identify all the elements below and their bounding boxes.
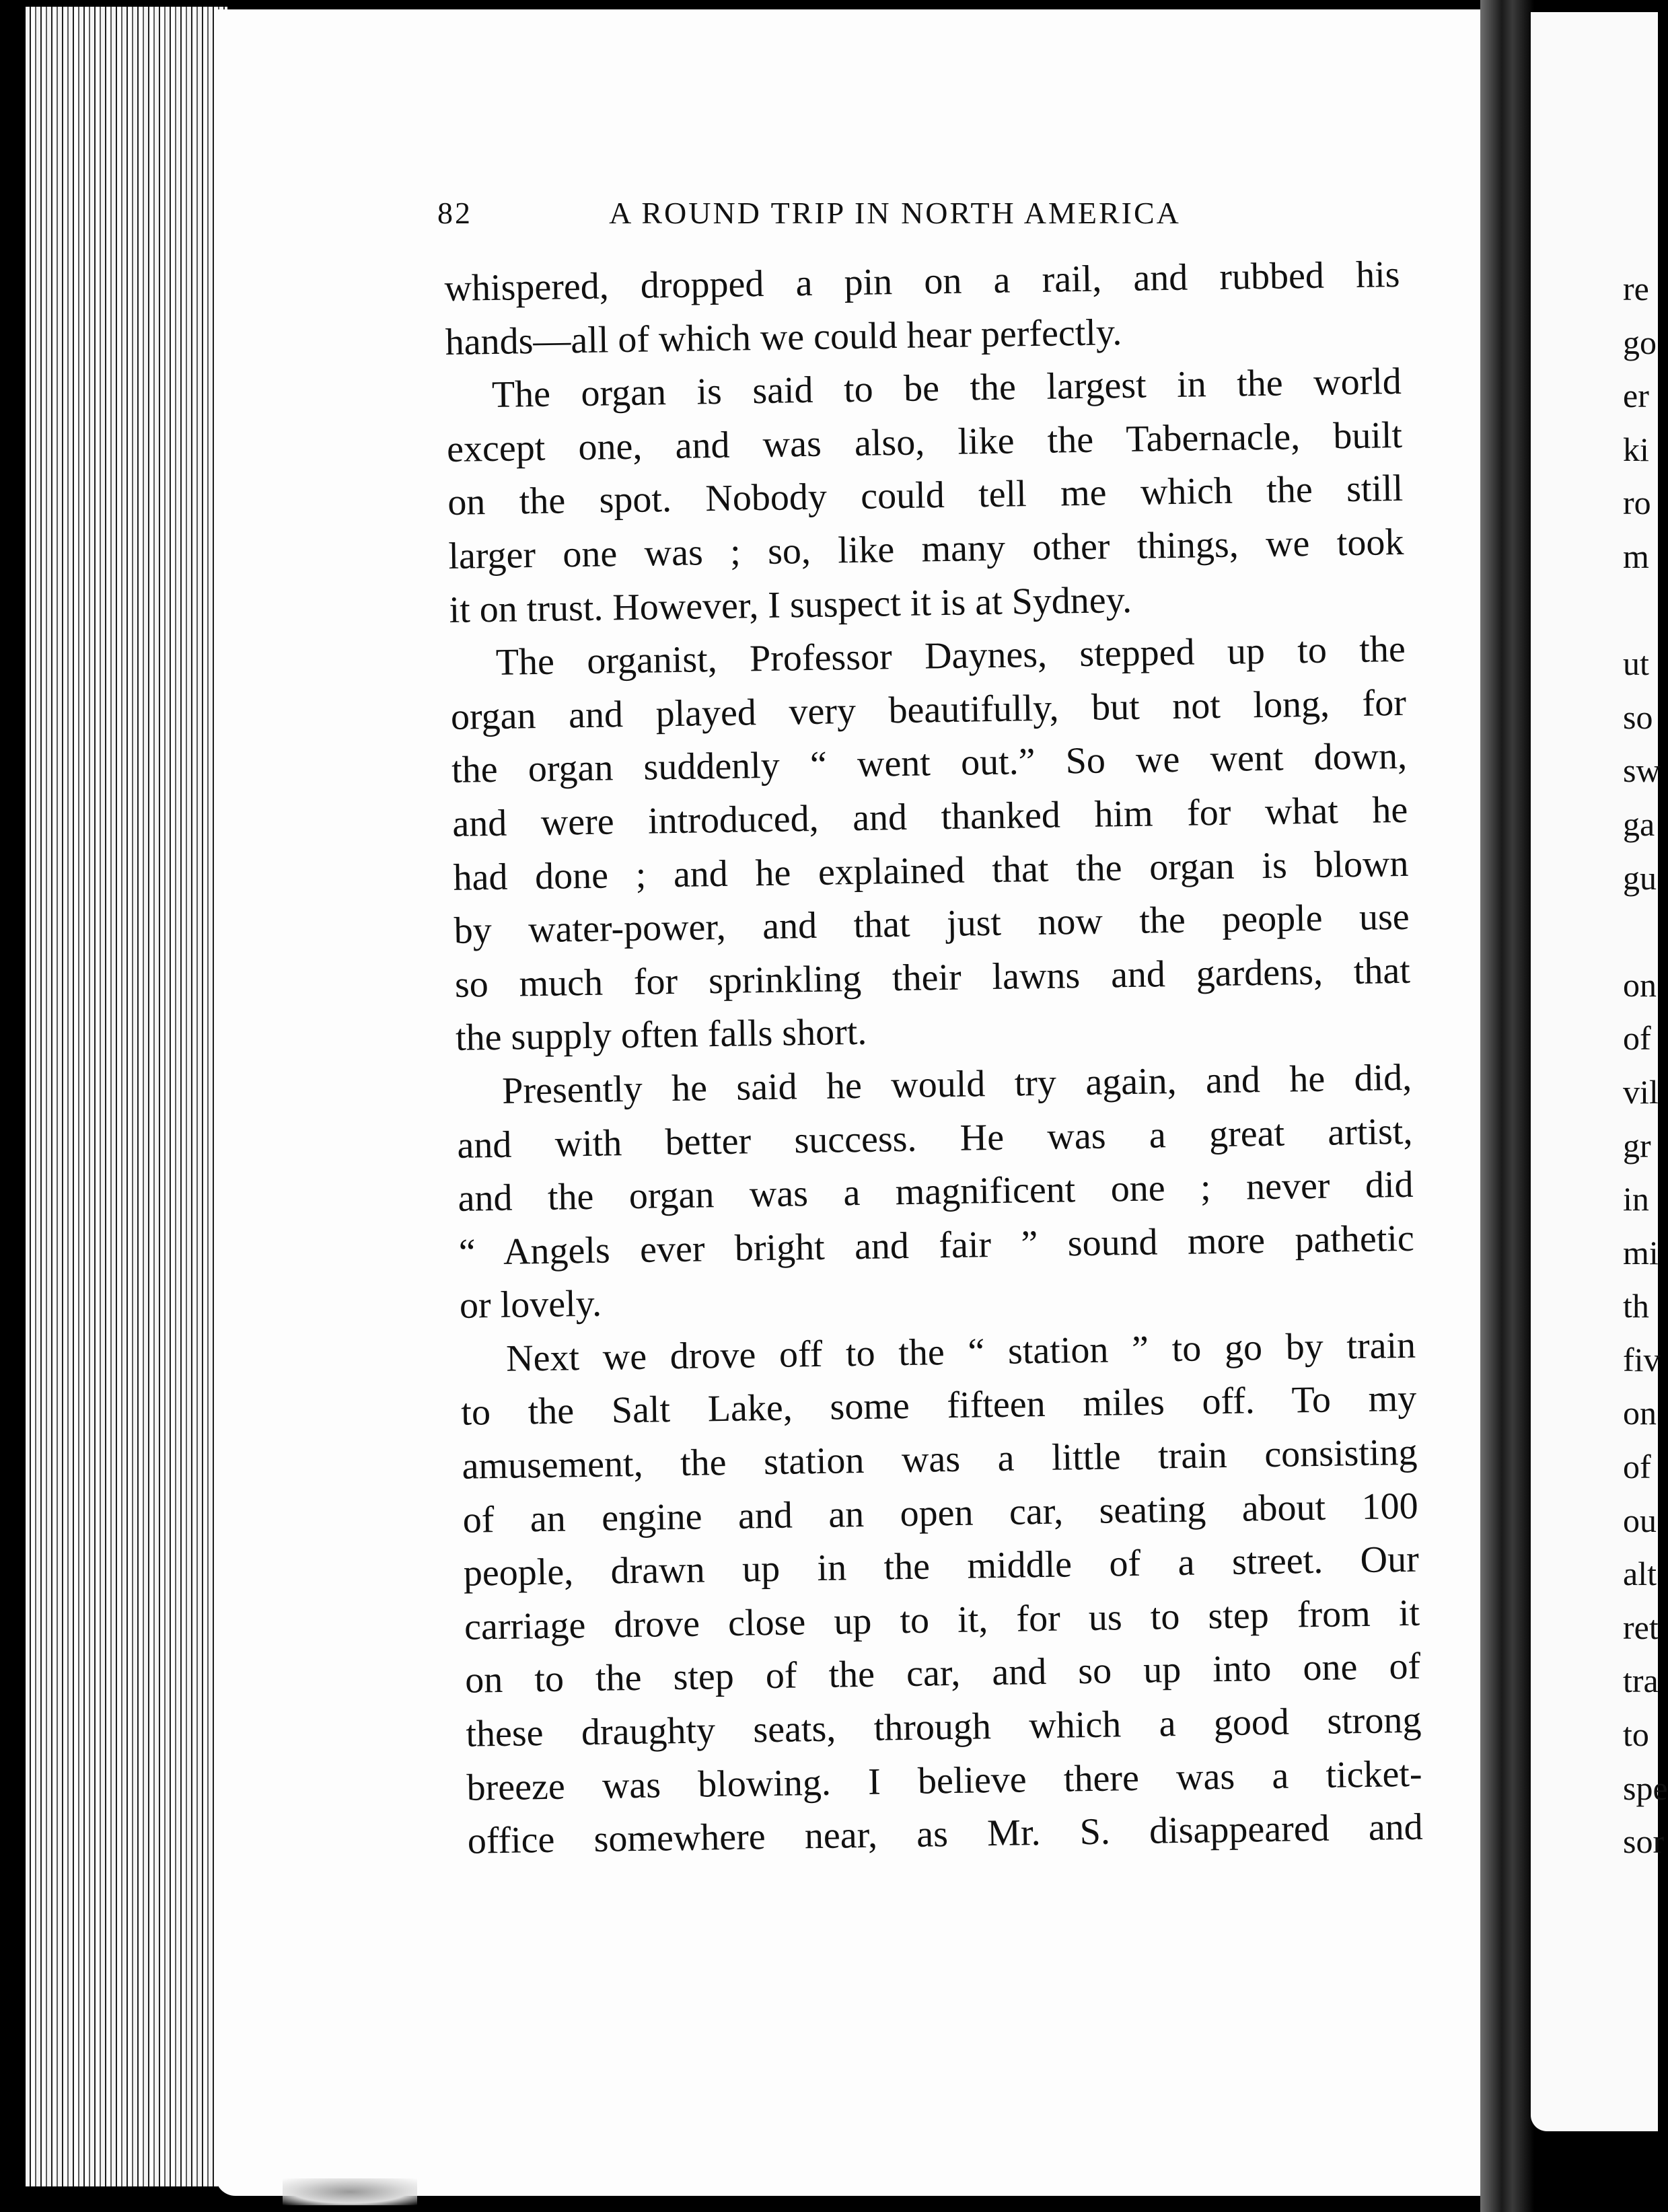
fragment-line: er (1623, 377, 1649, 415)
fragment-line (1623, 584, 1658, 638)
fragment-line: so (1623, 698, 1653, 736)
fragment-line (1623, 905, 1658, 959)
text-line: had done ; and he explained that the organ is blown (453, 842, 1409, 899)
fragment-line: mi (1623, 1233, 1659, 1271)
fragment-line: of (1623, 1019, 1651, 1058)
text-line: Next we drove off to the “ station ” to go by train (505, 1324, 1416, 1380)
fragment-line: ret (1623, 1608, 1659, 1646)
running-head (437, 195, 1272, 231)
text-line: larger one was ; so, like many other things, we took (448, 521, 1404, 577)
fragment-line: ro (1623, 484, 1651, 522)
fragment-line: gu (1623, 858, 1657, 897)
text-line: office somewhere near, as Mr. S. disappeared and (467, 1806, 1424, 1862)
text-line: The organist, Professor Daynes, stepped up to the (495, 628, 1406, 684)
fragment-line: gr (1623, 1126, 1651, 1165)
fragment-line: go (1623, 323, 1657, 361)
fragment-line: ga (1623, 805, 1655, 843)
text-line: the organ suddenly “ went out.” So we went down, (451, 735, 1408, 792)
next-page-fragments (1623, 262, 1668, 1869)
fragment-line: sw (1623, 751, 1661, 790)
text-line: hands—all of which we could hear perfectly. (445, 311, 1122, 363)
body-text (444, 248, 1423, 1869)
text-line: of an engine and an open car, seating about 100 (462, 1485, 1419, 1541)
text-line: The organ is said to be the largest in the world (491, 361, 1402, 416)
page-number: 82 (437, 196, 472, 230)
text-line: amusement, the station was a little train consisting (462, 1431, 1418, 1487)
fragment-line: alt (1623, 1555, 1657, 1593)
book-page-edges (26, 7, 227, 2186)
text-line: whispered, dropped a pin on a rail, and rubbed his (444, 253, 1400, 309)
text-line: to the Salt Lake, some fifteen miles off. To my (460, 1378, 1417, 1434)
text-line: people, drawn up in the middle of a street. Our (463, 1538, 1420, 1595)
fragment-line: in (1623, 1180, 1649, 1218)
fragment-line: to (1623, 1716, 1649, 1754)
fragment-line: fiv (1623, 1340, 1661, 1378)
fragment-line: on (1623, 965, 1657, 1004)
fragment-line: vil (1623, 1072, 1659, 1111)
scan-smudge (283, 2178, 417, 2205)
text-line: carriage drove close up to it, for us to step from it (464, 1592, 1420, 1648)
text-line: breeze was blowing. I believe there was a ticket- (466, 1753, 1422, 1809)
text-line: and were introduced, and thanked him for what he (451, 788, 1408, 845)
fragment-line: ut (1623, 644, 1649, 683)
text-line: Presently he said he would try again, and he did, (501, 1056, 1412, 1112)
text-line: organ and played very beautifully, but not long, for (450, 681, 1407, 738)
fragment-line: ou (1623, 1501, 1657, 1539)
text-line: on the spot. Nobody could tell me which the still (447, 468, 1404, 524)
text-line: and the organ was a magnificent one ; never did (458, 1163, 1414, 1220)
fragment-line: sor (1623, 1822, 1665, 1861)
fragment-line: re (1623, 270, 1649, 307)
text-line: or lovely. (459, 1282, 602, 1327)
text-line: except one, and was also, like the Tabernacle, built (446, 414, 1403, 470)
fragment-line: of (1623, 1448, 1651, 1486)
text-line: by water-power, and that just now the people use (454, 895, 1410, 953)
text-line: “ Angels ever bright and fair ” sound more pathetic (458, 1217, 1415, 1274)
fragment-line: th (1623, 1287, 1649, 1325)
text-line: on to the step of the car, and so up into one of (464, 1646, 1421, 1702)
fragment-line: m (1623, 537, 1649, 575)
fragment-line: spe (1623, 1769, 1668, 1807)
text-line: and with better success. He was a great artist, (457, 1110, 1413, 1167)
text-line: it on trust. However, I suspect it is at Sydney. (449, 579, 1132, 631)
fragment-line: on (1623, 1394, 1657, 1432)
fragment-line: tra (1623, 1662, 1659, 1700)
text-line: these draughty seats, through which a good strong (465, 1699, 1422, 1755)
text-line: the supply often falls short. (455, 1011, 867, 1060)
text-line: so much for sprinkling their lawns and gardens, that (454, 949, 1411, 1006)
running-title: A ROUND TRIP IN NORTH AMERICA (609, 196, 1181, 230)
fragment-line: ki (1623, 430, 1649, 468)
book-gutter (1480, 0, 1534, 2212)
